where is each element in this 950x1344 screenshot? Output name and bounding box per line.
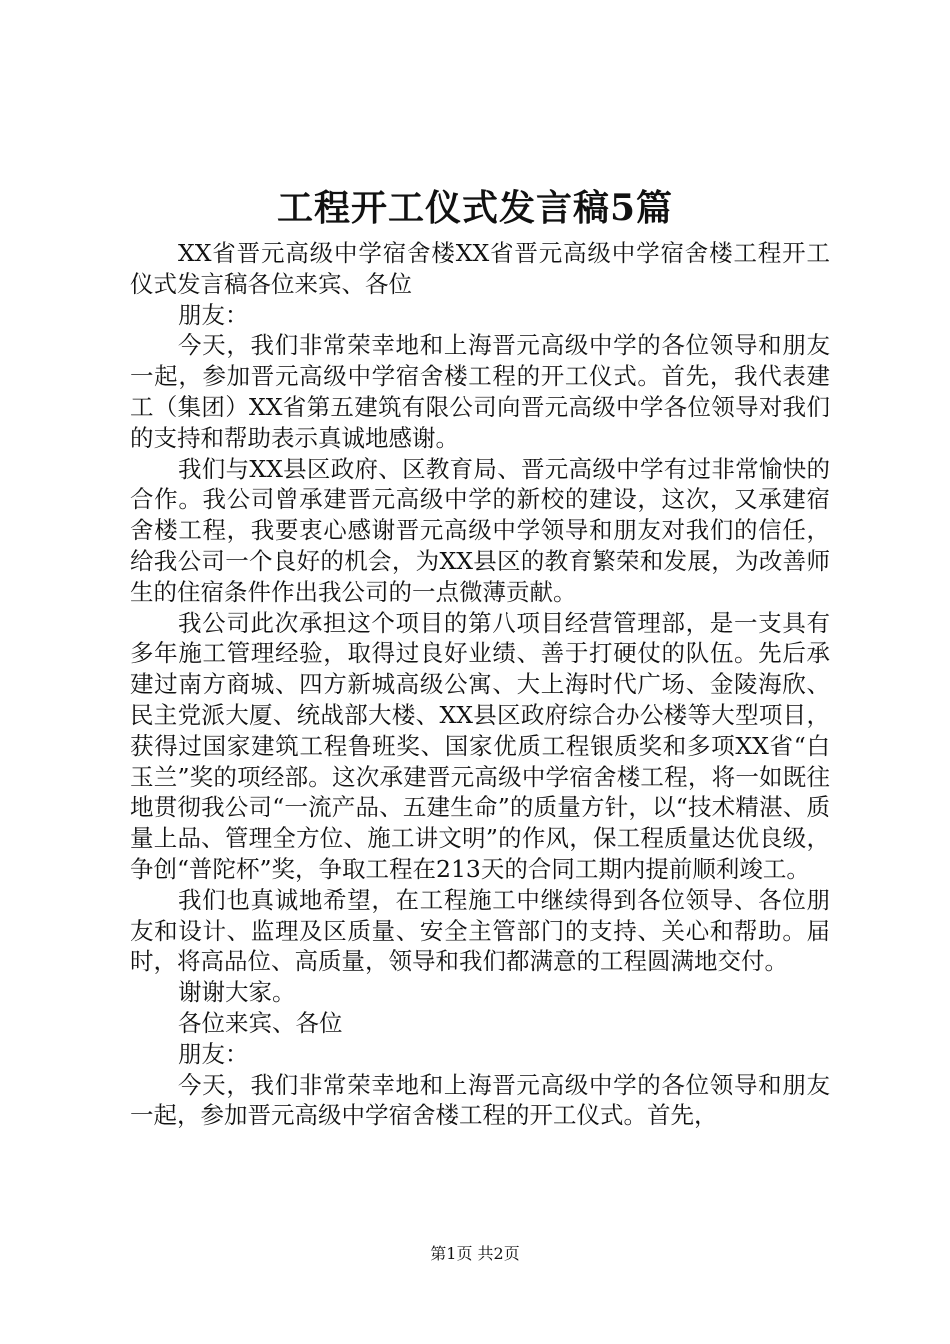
paragraph: 今天，我们非常荣幸地和上海晋元高级中学的各位领导和朋友一起，参加晋元高级中学宿舍楼工程的开工仪式。首先， <box>130 1070 830 1130</box>
paragraph: 朋友： <box>178 300 249 329</box>
paragraph: XX省晋元高级中学宿舍楼XX省晋元高级中学宿舍楼工程开工仪式发言稿各位来宾、各位 <box>130 239 830 298</box>
paragraph: 今天，我们非常荣幸地和上海晋元高级中学的各位领导和朋友一起，参加晋元高级中学宿舍楼工程的开工仪式。首先，我代表建工（集团）XX省第五建筑有限公司向晋元高级中学各位领导对我们的支持和帮助表示真诚地感谢。 <box>130 331 830 452</box>
document-title: 工程开工仪式发言稿5篇 <box>276 187 674 229</box>
page-number-footer: 第1页 共2页 <box>430 1244 520 1263</box>
paragraph: 我们与XX县区政府、区教育局、晋元高级中学有过非常愉快的合作。我公司曾承建晋元高级中学的新校的建设，这次，又承建宿舍楼工程，我要衷心感谢晋元高级中学领导和朋友对我们的信任，给我公司一个良好的机会，为XX县区的教育繁荣和发展，为改善师生的住宿条件作出我公司的一点微薄贡献。 <box>130 454 830 606</box>
paragraph: 谢谢大家。 <box>178 978 296 1007</box>
paragraph: 我们也真诚地希望，在工程施工中继续得到各位领导、各位朋友和设计、监理及区质量、安全主管部门的支持、关心和帮助。届时，将高品位、高质量，领导和我们都满意的工程圆满地交付。 <box>130 885 830 976</box>
document-body <box>130 238 830 1131</box>
paragraph: 各位来宾、各位 <box>178 1008 343 1037</box>
paragraph: 我公司此次承担这个项目的第八项目经营管理部，是一支具有多年施工管理经验，取得过良好业绩、善于打硬仗的队伍。先后承建过南方商城、四方新城高级公寓、大上海时代广场、金陵海欣、民主党派大厦、统战部大楼、XX县区政府综合办公楼等大型项目，获得过国家建筑工程鲁班奖、国家优质工程银质奖和多项XX省“白玉兰”奖的项经部。这次承建晋元高级中学宿舍楼工程，将一如既往地贯彻我公司“一流产品、五建生命”的质量方针，以“技术精湛、质量上品、管理全方位、施工讲文明”的作风，保工程质量达优良级，争创“普陀杯”奖，争取工程在213天的合同工期内提前顺利竣工。 <box>130 608 830 883</box>
paragraph: 朋友： <box>178 1039 249 1068</box>
